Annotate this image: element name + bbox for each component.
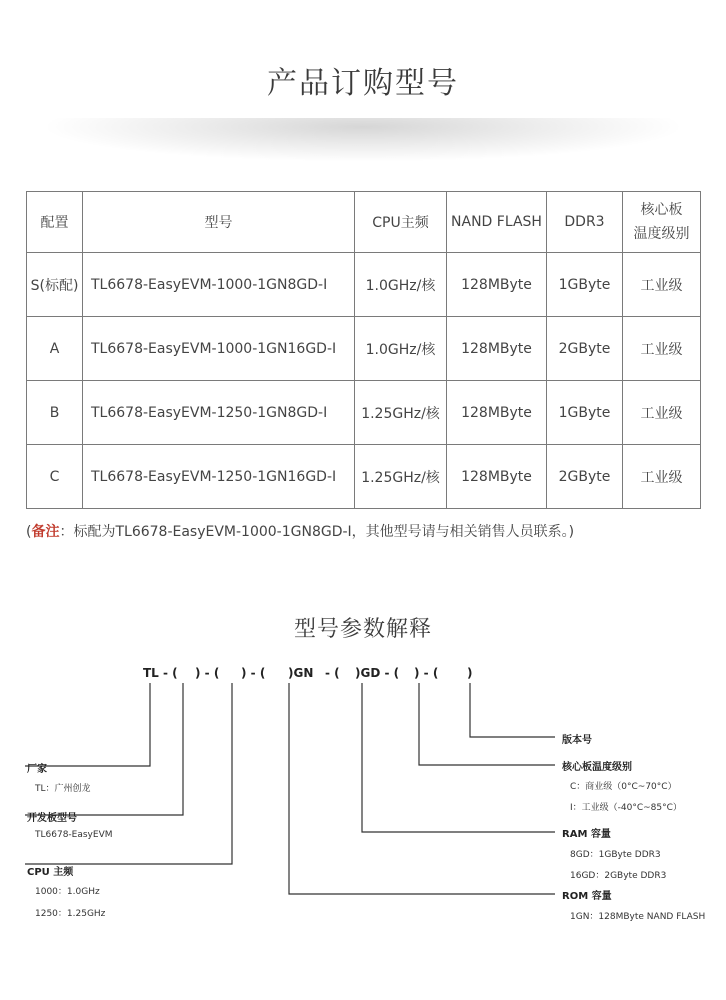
cell-temp: 工业级 [623, 253, 701, 317]
cell-nand: 128MByte [447, 445, 547, 509]
param-section-title: 型号参数解释 [293, 617, 432, 642]
header-temp-line2: 温度级别 [633, 226, 690, 242]
header-ddr3: DDR3 [547, 192, 623, 253]
rom-title: ROM 容量 [562, 891, 612, 902]
cell-cpu: 1.25GHz/核 [355, 445, 447, 509]
note-text: ：标配为TL6678-EasyEVM-1000-1GN8GD-I，其他型号请与相关销售人员联系。) [59, 524, 575, 540]
cell-nand: 128MByte [447, 253, 547, 317]
cell-ddr3: 1GByte [547, 253, 623, 317]
maker-title: 厂家 [27, 764, 47, 775]
temp-item-industrial: I：工业级（-40°C~85°C） [570, 803, 682, 813]
cell-ddr3: 2GByte [547, 317, 623, 381]
note-open-paren: ( [26, 524, 32, 540]
board-connector [25, 683, 183, 815]
rom-item-1gn: 1GN：128MByte NAND FLASH [570, 912, 706, 922]
header-nand: NAND FLASH [447, 192, 547, 253]
cell-config: S(标配) [27, 253, 83, 317]
ram-connector [362, 683, 555, 832]
cell-temp: 工业级 [623, 317, 701, 381]
cell-cpu: 1.0GHz/核 [355, 253, 447, 317]
note-label: 备注 [31, 524, 60, 540]
board-item: TL6678-EasyEVM [35, 830, 113, 840]
cell-config: B [27, 381, 83, 445]
version-connector [470, 683, 555, 737]
rom-connector [289, 683, 555, 894]
board-title: 开发板型号 [27, 813, 77, 824]
version-title: 版本号 [562, 735, 592, 746]
formula-part-gd: )GD - ( [355, 666, 400, 680]
cell-cpu: 1.25GHz/核 [355, 381, 447, 445]
cell-model: TL6678-EasyEVM-1000-1GN8GD-I [83, 253, 355, 317]
formula-part-sep: ) - ( [241, 666, 266, 680]
formula-part-tl: TL - ( [143, 666, 178, 680]
cell-model: TL6678-EasyEVM-1250-1GN16GD-I [83, 445, 355, 509]
formula-part-cpu: ) - ( [195, 666, 220, 680]
ram-item-8gd: 8GD：1GByte DDR3 [570, 850, 661, 860]
cpu-item-1250: 1250：1.25GHz [35, 909, 106, 919]
cpu-title: CPU 主频 [27, 867, 74, 878]
cell-nand: 128MByte [447, 317, 547, 381]
cell-nand: 128MByte [447, 381, 547, 445]
cell-temp: 工业级 [623, 445, 701, 509]
header-config: 配置 [27, 192, 83, 253]
header-cpu: CPU主频 [355, 192, 447, 253]
cell-cpu: 1.0GHz/核 [355, 317, 447, 381]
formula-part-gn: )GN [288, 666, 314, 680]
cell-config: C [27, 445, 83, 509]
ram-title: RAM 容量 [562, 829, 611, 840]
cell-config: A [27, 317, 83, 381]
cell-model: TL6678-EasyEVM-1000-1GN16GD-I [83, 317, 355, 381]
header-model: 型号 [83, 192, 355, 253]
temp-item-commercial: C：商业级（0°C~70°C） [570, 782, 677, 792]
formula-part-dash: - ( [325, 666, 340, 680]
cell-ddr3: 1GByte [547, 381, 623, 445]
order-section-title: 产品订购型号 [267, 66, 459, 101]
ram-item-16gd: 16GD：2GByte DDR3 [570, 871, 667, 881]
formula-part-ver: ) [467, 666, 473, 680]
cell-model: TL6678-EasyEVM-1250-1GN8GD-I [83, 381, 355, 445]
formula-part-temp: ) - ( [414, 666, 439, 680]
temp-title: 核心板温度级别 [562, 762, 632, 773]
cell-temp: 工业级 [623, 381, 701, 445]
temp-connector [419, 683, 555, 765]
maker-item: TL：广州创龙 [35, 784, 91, 794]
cpu-item-1000: 1000：1.0GHz [35, 887, 100, 897]
header-temp-line1: 核心板 [640, 202, 683, 218]
cell-ddr3: 2GByte [547, 445, 623, 509]
maker-connector [25, 683, 150, 766]
